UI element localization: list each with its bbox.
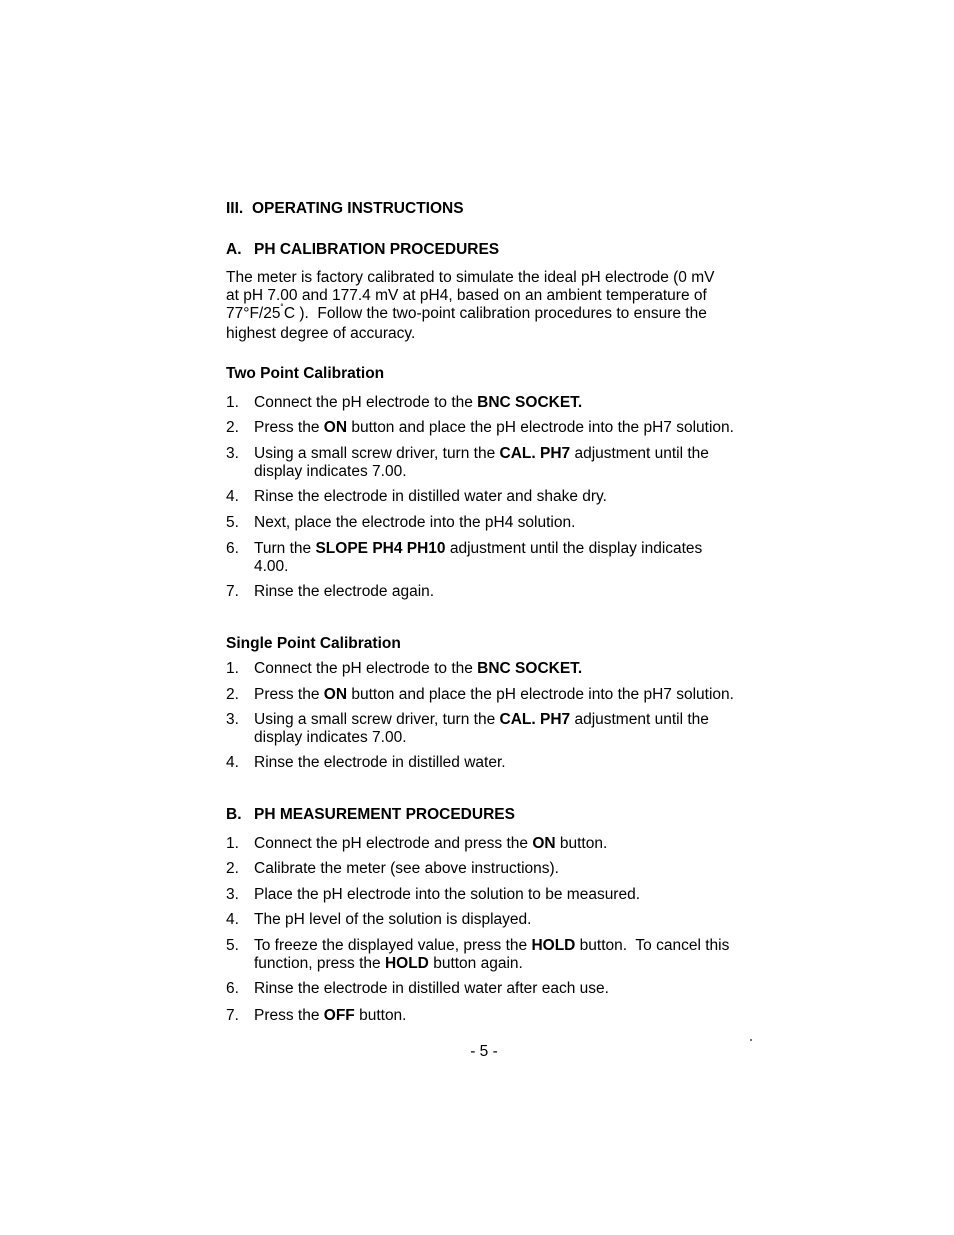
- page-number: - 5 -: [470, 1043, 498, 1060]
- step-number: 2.: [226, 860, 239, 877]
- measurement-step: [226, 980, 609, 998]
- step-text: adjustment until the display indicates: [445, 540, 703, 557]
- intro-line: highest degree of accuracy.: [226, 325, 416, 342]
- step-text: Rinse the electrode again.: [254, 583, 435, 600]
- measurement-step: [226, 911, 531, 929]
- measurement-number: B.: [226, 806, 242, 823]
- step-number: 3.: [226, 886, 239, 903]
- step-text: Using a small screw driver, turn the: [254, 445, 500, 462]
- measurement-step: [226, 1007, 407, 1025]
- step-bold-text: CAL. PH7: [499, 711, 571, 728]
- measurement-title: PH MEASUREMENT PROCEDURES: [254, 806, 515, 823]
- intro-text: 77°F/25: [226, 305, 281, 322]
- calibration-heading: [226, 241, 499, 259]
- step-line: [254, 711, 709, 729]
- measurement-step: [226, 835, 607, 853]
- step-line: [254, 1007, 407, 1025]
- two-point-step: [226, 419, 734, 437]
- step-bold-text: HOLD: [384, 955, 429, 972]
- step-line: [254, 660, 582, 678]
- step-number: 1.: [226, 660, 239, 677]
- step-number: 7.: [226, 583, 239, 600]
- measurement-step: [226, 937, 729, 973]
- section-title: OPERATING INSTRUCTIONS: [252, 200, 464, 217]
- step-text: button.: [354, 1007, 407, 1024]
- step-text: Calibrate the meter (see above instructions).: [254, 860, 559, 877]
- intro-line: [226, 305, 714, 325]
- step-line: [254, 419, 734, 437]
- two-point-step: [226, 394, 582, 412]
- step-text: The pH level of the solution is displayed.: [254, 911, 532, 928]
- step-text: Connect the pH electrode to the: [254, 394, 478, 411]
- step-text: function, press the: [254, 955, 385, 972]
- step-bold-text: ON: [323, 419, 348, 436]
- section-heading: [226, 200, 464, 218]
- step-number: 6.: [226, 980, 239, 997]
- step-text: button.: [555, 835, 608, 852]
- single-point-step: [226, 754, 506, 772]
- calibration-intro-paragraph: [226, 269, 714, 343]
- step-text: Rinse the electrode in distilled water and shake dry.: [254, 488, 607, 505]
- step-text: Using a small screw driver, turn the: [254, 711, 500, 728]
- step-line: [254, 394, 582, 412]
- single-point-title: Single Point Calibration: [226, 635, 401, 652]
- step-text: Next, place the electrode into the pH4 solution.: [254, 514, 576, 531]
- single-point-step: [226, 660, 582, 678]
- step-number: 3.: [226, 711, 239, 728]
- step-text: Connect the pH electrode and press the: [254, 835, 533, 852]
- step-number: 4.: [226, 488, 239, 505]
- intro-line: The meter is factory calibrated to simulate the ideal pH electrode (0 mV: [226, 269, 715, 286]
- measurement-step: [226, 886, 640, 904]
- step-line: [254, 445, 709, 463]
- step-text: adjustment until the: [570, 711, 709, 728]
- step-text: Press the: [254, 419, 324, 436]
- two-point-step: [226, 445, 709, 481]
- section-number: III.: [226, 200, 244, 217]
- step-text: button again.: [428, 955, 523, 972]
- step-line: [254, 686, 734, 704]
- calibration-title: PH CALIBRATION PROCEDURES: [254, 241, 500, 258]
- measurement-heading: [226, 806, 515, 824]
- step-number: 7.: [226, 1007, 239, 1024]
- two-point-step: [226, 583, 434, 601]
- step-line-continued: display indicates 7.00.: [254, 729, 407, 746]
- step-number: 2.: [226, 419, 239, 436]
- step-line: [254, 937, 729, 955]
- step-number: 6.: [226, 540, 239, 557]
- step-number: 2.: [226, 686, 239, 703]
- step-text: Rinse the electrode in distilled water.: [254, 754, 506, 771]
- step-number: 5.: [226, 937, 239, 954]
- calibration-number: A.: [226, 241, 242, 258]
- step-line: [254, 540, 702, 558]
- step-bold-text: ON: [323, 686, 348, 703]
- step-text: button and place the pH electrode into the pH7 solution.: [347, 686, 734, 703]
- two-point-step: [226, 488, 607, 506]
- step-line: [254, 835, 607, 853]
- step-text: To freeze the displayed value, press the: [254, 937, 532, 954]
- two-point-title: Two Point Calibration: [226, 365, 385, 382]
- step-number: 1.: [226, 394, 239, 411]
- step-number: 1.: [226, 835, 239, 852]
- step-bold-text: CAL. PH7: [499, 445, 571, 462]
- step-number: 5.: [226, 514, 239, 531]
- step-number: 4.: [226, 754, 239, 771]
- step-line-continued: display indicates 7.00.: [254, 463, 407, 480]
- step-bold-text: BNC SOCKET.: [477, 394, 583, 411]
- degree-superscript: ˚: [280, 304, 284, 315]
- two-point-step: [226, 540, 702, 576]
- step-bold-text: SLOPE PH4 PH10: [315, 540, 446, 557]
- step-line-continued: 4.00.: [254, 558, 289, 575]
- step-text: Press the: [254, 1007, 324, 1024]
- measurement-step: [226, 860, 559, 878]
- step-number: 4.: [226, 911, 239, 928]
- single-point-step: [226, 686, 734, 704]
- intro-line: at pH 7.00 and 177.4 mV at pH4, based on an ambient temperature of: [226, 287, 707, 304]
- step-bold-text: ON: [532, 835, 556, 852]
- step-bold-text: HOLD: [531, 937, 576, 954]
- step-text: Connect the pH electrode to the: [254, 660, 478, 677]
- step-text: Turn the: [254, 540, 316, 557]
- step-line-continued: [254, 955, 729, 973]
- step-text: Rinse the electrode in distilled water after each use.: [254, 980, 609, 997]
- step-text: button. To cancel this: [575, 937, 730, 954]
- step-text: Place the pH electrode into the solution to be measured.: [254, 886, 641, 903]
- step-bold-text: BNC SOCKET.: [477, 660, 583, 677]
- intro-text: C ). Follow the two-point calibration procedures to ensure the: [283, 305, 707, 322]
- single-point-step: [226, 711, 709, 747]
- step-number: 3.: [226, 445, 239, 462]
- step-text: button and place the pH electrode into the pH7 solution.: [347, 419, 734, 436]
- step-text: adjustment until the: [570, 445, 709, 462]
- speck-mark: [750, 1039, 752, 1041]
- step-text: Press the: [254, 686, 324, 703]
- step-bold-text: OFF: [323, 1007, 355, 1024]
- two-point-step: [226, 514, 575, 532]
